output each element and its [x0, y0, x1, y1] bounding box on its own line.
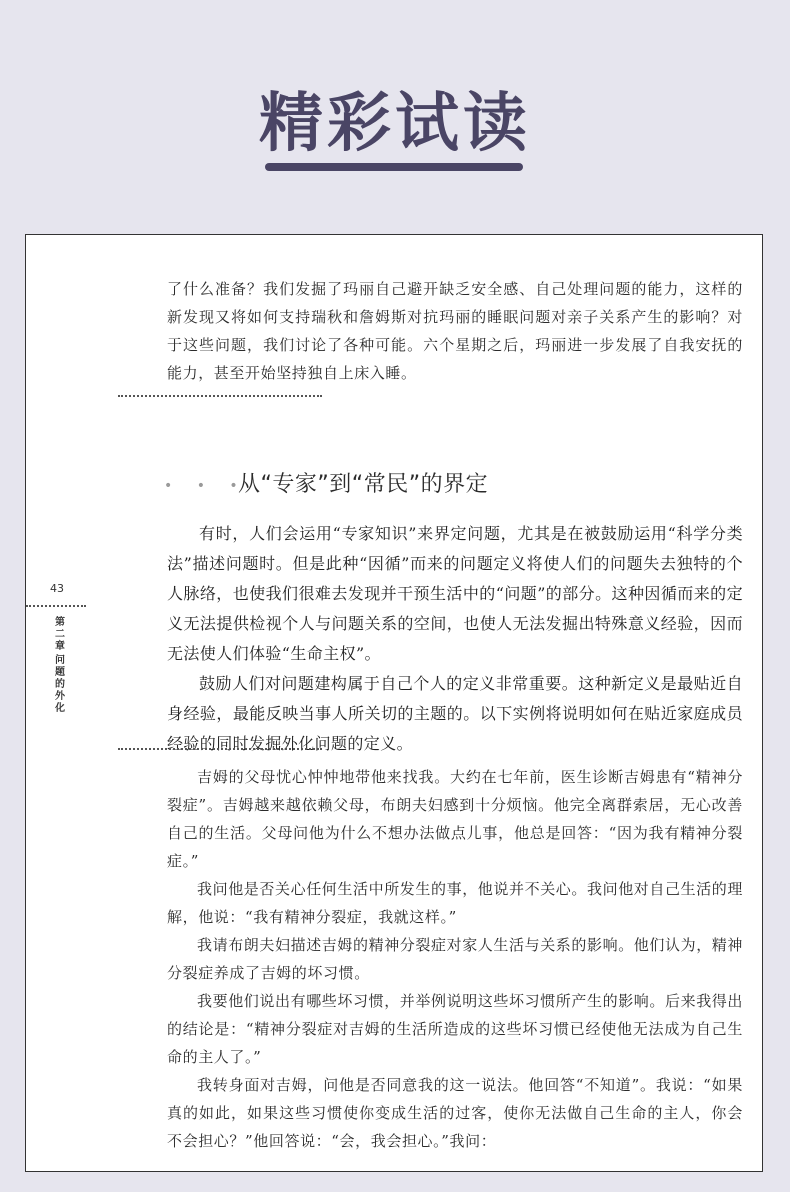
chapter-title: 问题的外化	[55, 655, 65, 714]
section-paragraph: 鼓励人们对问题建构属于自己个人的定义非常重要。这种新定义是最贴近自身经验，最能反映当事人所关切的主题的。以下实例将说明如何在贴近家庭成员经验的同时发掘外化问题的定义。	[167, 674, 743, 753]
case-body	[167, 763, 743, 1155]
case-paragraph: 我问他是否关心任何生活中所发生的事，他说并不关心。我问他对自己生活的理解，他说：“我有精神分裂症，我就这样。”	[167, 880, 744, 926]
page-number-dots	[26, 605, 86, 607]
chapter-label: 第二章	[55, 617, 65, 652]
case-paragraph: 吉姆的父母忧心忡忡地带他来找我。大约在七年前，医生诊断吉姆患有“精神分裂症”。吉姆越来越依赖父母，布朗夫妇感到十分烦恼。他完全离群索居，无心改善自己的生活。父母问他为什么不想办法做点儿事，他总是回答：“因为我有精神分裂症。”	[167, 768, 743, 870]
section-heading: 从“专家”到“常民”的界定	[238, 472, 489, 497]
page-number: 43	[50, 582, 64, 595]
section-body	[167, 519, 743, 759]
case-paragraph: 我要他们说出有哪些坏习惯，并举例说明这些坏习惯所产生的影响。后来我得出的结论是：“精神分裂症对吉姆的生活所造成的这些坏习惯已经使他无法成为自己生命的主人了。”	[167, 992, 744, 1066]
case-paragraph: 我请布朗夫妇描述吉姆的精神分裂症对家人生活与关系的影响。他们认为，精神分裂症养成了吉姆的坏习惯。	[167, 936, 744, 982]
heading-bullets: • • •	[164, 478, 248, 494]
intro-text: 了什么准备？我们发掘了玛丽自己避开缺乏安全感、自己处理问题的能力，这样的新发现又将如何支持瑞秋和詹姆斯对抗玛丽的睡眠问题对亲子关系产生的影响？对于这些问题，我们讨论了各种可能。六个星期之后，玛丽进一步发展了自我安抚的能力，甚至开始坚持独自上床入睡。	[167, 280, 743, 382]
dotted-divider-top	[118, 395, 322, 397]
dotted-divider-bottom	[118, 748, 322, 750]
case-paragraph: 我转身面对吉姆，问他是否同意我的这一说法。他回答“不知道”。我说：“如果真的如此，如果这些习惯使你变成生活的过客，使你无法做自己生命的主人，你会不会担心？”他回答说：“会，我会担心。”我问：	[167, 1076, 743, 1150]
section-paragraph: 有时，人们会运用“专家知识”来界定问题，尤其是在被鼓励运用“科学分类法”描述问题时。但是此种“因循”而来的问题定义将使人们的问题失去独特的个人脉络，也使我们很难去发现并干预生活中的“问题”的部分。这种因循而来的定义无法提供检视个人与问题关系的空间，也使人无法发掘出特殊意义经验，因而无法使人们体验“生命主权”。	[167, 524, 743, 663]
intro-paragraph	[167, 275, 743, 387]
book-page	[25, 234, 763, 1172]
banner-title: 精彩试读	[259, 87, 531, 161]
banner-underline	[265, 163, 523, 171]
